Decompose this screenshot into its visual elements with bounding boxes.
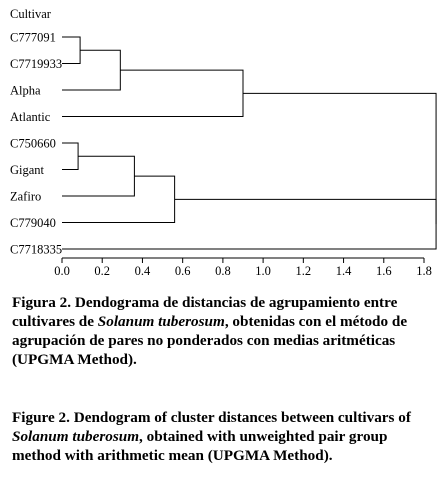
leaf-labels bbox=[10, 31, 62, 257]
caption-english-text-2: , obtained with unweighted pair group method with arithmetic mean (UPGMA Method). bbox=[12, 428, 388, 464]
x-tick-label: 1.8 bbox=[416, 264, 432, 278]
leaf-label: C7719933 bbox=[10, 57, 63, 71]
dendrogram-link bbox=[62, 50, 120, 90]
leaf-label: C779040 bbox=[10, 216, 56, 230]
leaf-label: C7718335 bbox=[10, 242, 63, 257]
cultivar-header-label: Cultivar bbox=[10, 7, 51, 21]
leaf-label: C750660 bbox=[10, 136, 56, 151]
dendrogram-link bbox=[62, 176, 175, 222]
x-tick-label: 0.4 bbox=[134, 264, 151, 278]
x-tick-label: 0.2 bbox=[94, 264, 111, 278]
dendrogram-link bbox=[62, 156, 134, 196]
caption-spanish-species: Solanum tuberosum bbox=[97, 313, 225, 330]
caption-spanish-text-2: , obtenidas con el método de agrupación de pares no ponderados con medias aritméticas (UPGMA Method). bbox=[12, 313, 408, 368]
dendrogram-links bbox=[62, 37, 436, 249]
dendrogram-link bbox=[62, 143, 78, 170]
x-tick-label: 0.6 bbox=[174, 264, 191, 278]
dendrogram-link bbox=[62, 70, 243, 116]
caption-english-label: Figure 2. bbox=[12, 409, 70, 426]
caption-english-text-1: Dendogram of cluster distances between cultivars of bbox=[73, 409, 411, 426]
x-tick-label: 1.4 bbox=[335, 264, 352, 278]
leaf-label: Atlantic bbox=[10, 110, 51, 124]
leaf-label: Zafiro bbox=[10, 189, 42, 204]
x-axis-ticks bbox=[54, 258, 432, 278]
x-tick-label: 1.6 bbox=[375, 264, 392, 278]
leaf-label: C777091 bbox=[10, 30, 56, 45]
caption-english bbox=[12, 408, 436, 465]
x-tick-label: 0.8 bbox=[215, 264, 231, 278]
x-tick-label: 1.0 bbox=[255, 264, 271, 278]
x-tick-label: 1.2 bbox=[295, 264, 312, 278]
leaf-label: Gigant bbox=[10, 163, 45, 177]
leaf-label: Alpha bbox=[10, 83, 41, 98]
dendrogram-link bbox=[243, 93, 436, 224]
dendrogram-link bbox=[62, 37, 80, 64]
caption-spanish-label: Figura 2. bbox=[12, 294, 72, 311]
x-tick-label: 0.0 bbox=[54, 264, 70, 278]
caption-spanish-text-1: Dendograma de distancias de agrupamiento entre cultivares de bbox=[12, 294, 398, 330]
caption-english-species: Solanum tuberosum bbox=[12, 428, 140, 445]
dendrogram-link bbox=[62, 199, 436, 249]
caption-spanish bbox=[12, 293, 436, 369]
